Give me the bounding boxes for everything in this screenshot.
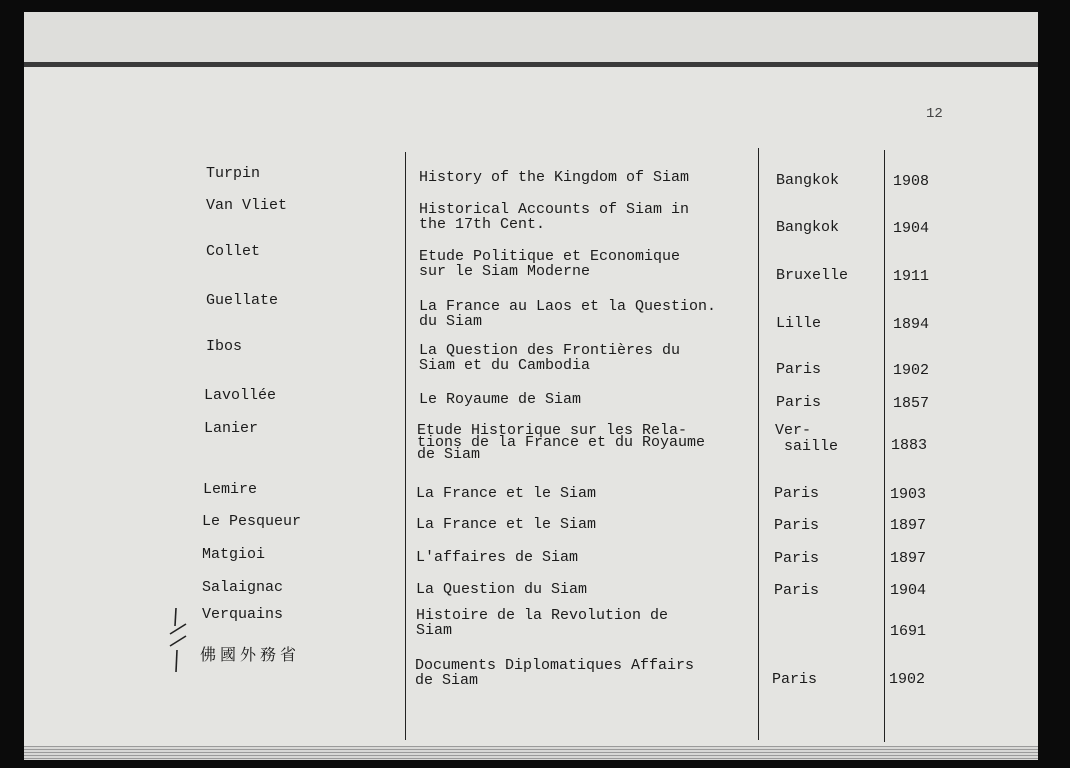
author-cell: Van Vliet <box>206 197 288 214</box>
page-bottom-edge <box>24 746 1038 760</box>
place-cell: Paris <box>774 582 820 599</box>
title-cell: La Question des Frontières du Siam et du Cambodia <box>419 342 681 374</box>
author-cell: 佛國外務省 <box>200 645 301 664</box>
column-rule-2 <box>758 148 759 740</box>
year-cell: 1904 <box>890 582 927 599</box>
year-cell: 1691 <box>890 623 927 640</box>
place-cell: Paris <box>776 361 822 378</box>
author-cell: Verquains <box>202 606 284 623</box>
place-cell: Bangkok <box>776 219 840 236</box>
author-cell: Matgioi <box>202 546 266 563</box>
place-cell: Bangkok <box>776 172 840 189</box>
year-cell: 1904 <box>893 220 930 237</box>
year-cell: 1903 <box>890 486 927 503</box>
page-number: 12 <box>926 106 943 122</box>
place-cell: Lille <box>776 315 822 332</box>
year-cell: 1897 <box>890 550 927 567</box>
year-cell: 1902 <box>889 671 926 688</box>
title-cell: Le Royaume de Siam <box>419 391 582 408</box>
margin-pen-mark <box>168 606 190 674</box>
place-cell: Bruxelle <box>776 267 849 284</box>
page-top-fold <box>24 12 1038 67</box>
place-cell: Paris <box>774 485 820 502</box>
title-cell: La France et le Siam <box>416 485 597 502</box>
title-cell: La Question du Siam <box>416 581 588 598</box>
author-cell: Ibos <box>206 338 243 355</box>
author-cell: Collet <box>206 243 261 260</box>
place-cell: Paris <box>774 517 820 534</box>
place-cell: Paris <box>772 671 818 688</box>
title-cell: Etude Historique sur les Rela- tions de la France et du Royaume de Siam <box>417 422 706 463</box>
column-rule-3 <box>884 150 885 742</box>
author-cell: Lavollée <box>204 387 277 404</box>
year-cell: 1911 <box>893 268 930 285</box>
author-cell: Le Pesqueur <box>202 513 302 530</box>
year-cell: 1908 <box>893 173 930 190</box>
title-cell: La France et le Siam <box>416 516 597 533</box>
title-cell: Histoire de la Revolution de Siam <box>416 607 669 639</box>
author-cell: Guellate <box>206 292 279 309</box>
title-cell: Historical Accounts of Siam in the 17th Cent. <box>419 201 690 233</box>
place-cell: Paris <box>774 550 820 567</box>
year-cell: 1857 <box>893 395 930 412</box>
year-cell: 1902 <box>893 362 930 379</box>
title-cell: History of the Kingdom of Siam <box>419 169 690 186</box>
year-cell: 1883 <box>891 437 928 454</box>
place-cell: Paris <box>776 394 822 411</box>
title-cell: L'affaires de Siam <box>416 549 579 566</box>
author-cell: Lanier <box>204 420 259 437</box>
title-cell: Etude Politique et Economique sur le Siam Moderne <box>419 248 681 280</box>
title-cell: Documents Diplomatiques Affairs de Siam <box>415 657 695 689</box>
column-rule-1 <box>405 152 406 740</box>
author-cell: Turpin <box>206 165 261 182</box>
year-cell: 1897 <box>890 517 927 534</box>
place-cell: Ver- saille <box>775 422 839 455</box>
title-cell: La France au Laos et la Question. du Siam <box>419 298 717 330</box>
year-cell: 1894 <box>893 316 930 333</box>
author-cell: Lemire <box>203 481 258 498</box>
author-cell: Salaignac <box>202 579 284 596</box>
